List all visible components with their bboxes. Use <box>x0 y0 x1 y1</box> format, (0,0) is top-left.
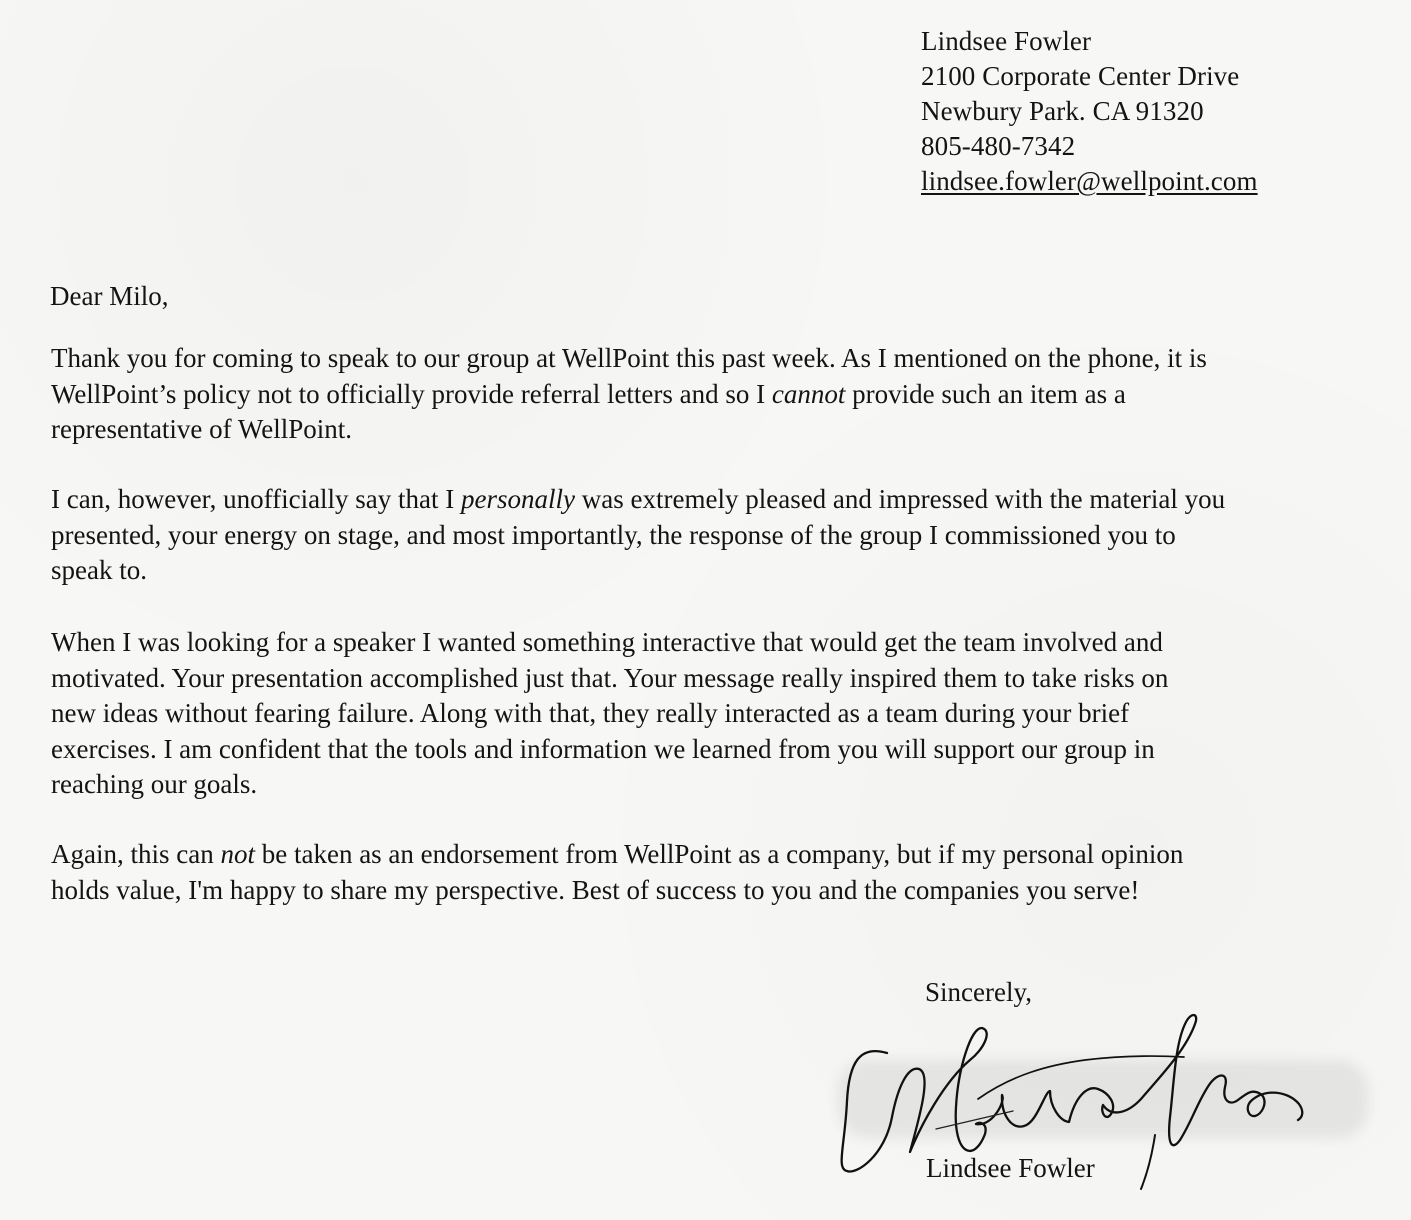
paragraph-1-line-3: representative of WellPoint. <box>51 414 352 444</box>
signed-name: Lindsee Fowler <box>926 1153 1095 1183</box>
sender-block <box>921 24 1258 199</box>
handwritten-signature <box>825 1005 1365 1210</box>
paragraph-3-line-3: new ideas without fearing failure. Along with that, they really interacted as a team during your brief <box>51 698 1130 728</box>
paragraph-4-emphasis-not: not <box>220 839 255 869</box>
salutation: Dear Milo, <box>50 281 169 311</box>
sender-name: Lindsee Fowler <box>921 26 1092 56</box>
paragraph-4-line-1 <box>51 837 1396 873</box>
paragraph-2-line-1-start: I can, however, unofficially say that I <box>51 484 462 514</box>
paragraph-1-line-2-end: provide such an item as a <box>845 378 1126 409</box>
paragraph-1-line-2 <box>51 377 1396 413</box>
paragraph-4-line-1-start: Again, this can <box>51 839 221 869</box>
paragraph-3-line-4: exercises. I am confident that the tools and information we learned from you will support our group in <box>51 733 1155 764</box>
paragraph-4 <box>51 837 1396 908</box>
sender-address-line-2: Newbury Park. CA 91320 <box>921 96 1204 126</box>
paragraph-1-emphasis-cannot: cannot <box>771 378 846 409</box>
paragraph-2-line-2: presented, your energy on stage, and most importantly, the response of the group I commissioned you to <box>51 519 1176 550</box>
paragraph-2 <box>51 482 1396 589</box>
signature-drawing <box>825 1005 1365 1210</box>
sender-address-line-1: 2100 Corporate Center Drive <box>921 61 1240 91</box>
closing: Sincerely, <box>925 977 1032 1007</box>
paragraph-1-line-1: Thank you for coming to speak to our group at WellPoint this past week. As I mentioned on the phone, it is <box>51 343 1207 373</box>
paragraph-2-line-1-end: was extremely pleased and impressed with the material you <box>575 484 1226 514</box>
paragraph-4-line-1-end: be taken as an endorsement from WellPoint as a company, but if my personal opinion <box>254 839 1184 869</box>
paragraph-3-line-2: motivated. Your presentation accomplished just that. Your message really inspired them to take risks on <box>51 662 1169 693</box>
sender-phone: 805-480-7342 <box>921 131 1076 161</box>
sender-email: lindsee.fowler@wellpoint.com <box>921 166 1258 196</box>
paragraph-1-line-2-start: WellPoint’s policy not to officially provide referral letters and so I <box>51 378 772 409</box>
paragraph-3-line-5: reaching our goals. <box>51 769 258 799</box>
paragraph-3 <box>51 625 1396 803</box>
paragraph-3-line-1: When I was looking for a speaker I wanted something interactive that would get the team involved and <box>51 627 1163 657</box>
paragraph-2-emphasis-personally: personally <box>461 484 576 514</box>
paragraph-2-line-1 <box>51 482 1396 518</box>
paragraph-1 <box>51 341 1396 448</box>
paragraph-2-line-3: speak to. <box>51 555 147 585</box>
paragraph-4-line-2: holds value, I'm happy to share my perspective. Best of success to you and the companies you serve! <box>51 874 1140 905</box>
